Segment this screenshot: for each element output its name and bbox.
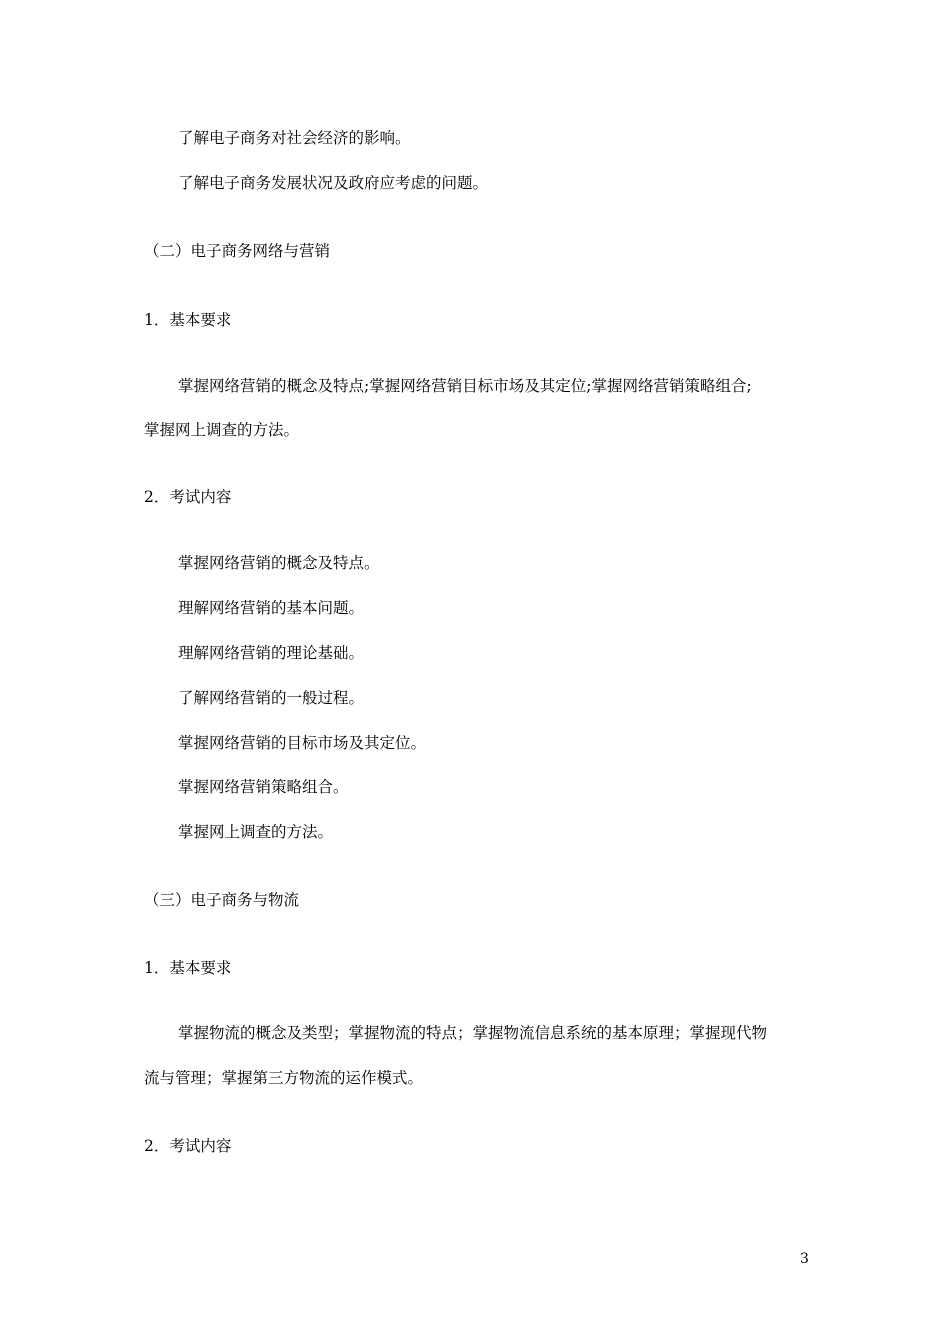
- section-heading: （二）电子商务网络与营销: [144, 242, 331, 260]
- list-item: 掌握网络营销的目标市场及其定位。: [178, 734, 427, 752]
- list-item: 掌握网络营销的概念及特点。: [178, 554, 380, 572]
- subsection-heading: 2．考试内容: [144, 488, 232, 506]
- subsection-heading: 2．考试内容: [144, 1137, 232, 1155]
- list-item: 理解网络营销的基本问题。: [178, 599, 365, 617]
- list-item: 掌握网络营销策略组合。: [178, 778, 349, 796]
- section-heading: （三）电子商务与物流: [144, 891, 300, 909]
- body-text-line: 了解电子商务对社会经济的影响。: [178, 129, 411, 147]
- body-text-line: 掌握网上调查的方法。: [144, 421, 300, 439]
- subsection-heading: 1．基本要求: [144, 311, 232, 329]
- body-text-line: 掌握网络营销的概念及特点;掌握网络营销目标市场及其定位;掌握网络营销策略组合;: [178, 377, 752, 395]
- body-text-line: 掌握物流的概念及类型；掌握物流的特点；掌握物流信息系统的基本原理；掌握现代物: [178, 1024, 768, 1042]
- page-number: 3: [800, 1251, 809, 1267]
- subsection-heading: 1．基本要求: [144, 959, 232, 977]
- list-item: 理解网络营销的理论基础。: [178, 644, 365, 662]
- body-text-line: 了解电子商务发展状况及政府应考虑的问题。: [178, 174, 489, 192]
- list-item: 了解网络营销的一般过程。: [178, 689, 365, 707]
- list-item: 掌握网上调查的方法。: [178, 823, 334, 841]
- body-text-line: 流与管理；掌握第三方物流的运作模式。: [144, 1069, 424, 1087]
